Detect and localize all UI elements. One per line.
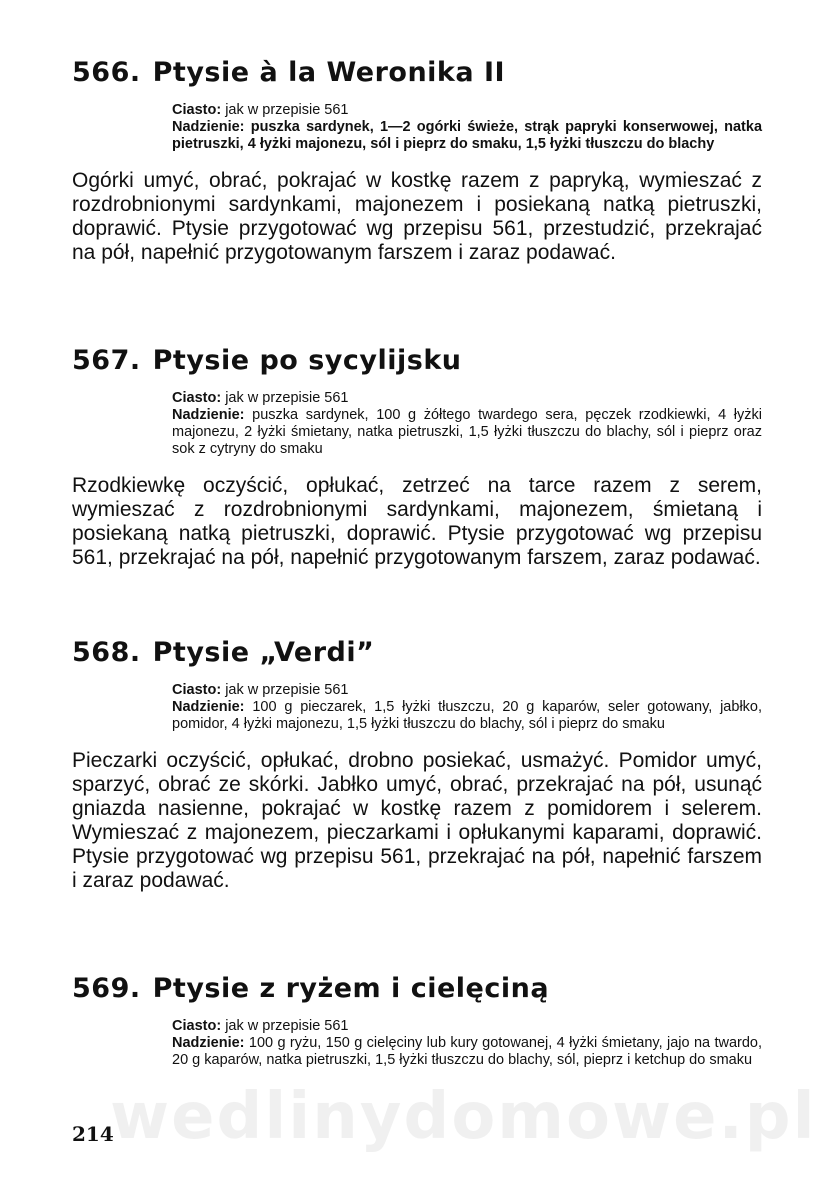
ciasto-label: Ciasto: — [172, 390, 222, 406]
recipe-number: 566. — [72, 57, 141, 88]
ciasto-line — [172, 102, 762, 119]
nadzienie-text: 100 g pieczarek, 1,5 łyżki tłuszczu, 20 g kaparów, seler gotowany, jabłko, pomidor, 4 łyżki majonezu, 1,5 łyżki tłuszczu do blachy, sól i pieprz do smaku — [172, 699, 763, 732]
recipe-568 — [72, 636, 762, 893]
recipe-ingredients — [72, 102, 762, 153]
ciasto-text: jak w przepisie 561 — [225, 682, 349, 698]
recipe-instructions: Ogórki umyć, obrać, pokrajać w kostkę razem z papryką, wymieszać z rozdrobnionymi sardynkami, majonezem i posiekaną natką pietruszki, doprawić. Ptysie przygotować wg przepisu 561, przestudzić, przekrajać na pół, napełnić przygotowanym farszem i zaraz podawać. — [72, 169, 762, 264]
nadzienie-label: Nadzienie: — [172, 699, 245, 715]
nadzienie-label: Nadzienie: — [172, 119, 245, 135]
watermark-text: wedlinydomowe.pl — [110, 1080, 817, 1154]
ciasto-text: jak w przepisie 561 — [225, 102, 349, 118]
nadzienie-text: 100 g ryżu, 150 g cielęciny lub kury gotowanej, 4 łyżki śmietany, jajo na twardo, 20 g kaparów, natka pietruszki, 1,5 łyżki tłuszczu do blachy, sól, pieprz i ketchup do smaku — [172, 1035, 762, 1068]
recipe-title — [72, 56, 762, 90]
ciasto-label: Ciasto: — [172, 102, 222, 118]
recipe-number: 568. — [72, 637, 141, 668]
nadzienie-text: puszka sardynek, 100 g żółtego twardego sera, pęczek rzodkiewki, 4 łyżki majonezu, 2 łyżki śmietany, natka pietruszki, 1,5 łyżki tłuszczu do blachy, sól i pieprz oraz sok z cytryny do smaku — [172, 407, 762, 457]
recipe-instructions: Pieczarki oczyścić, opłukać, drobno posiekać, usmażyć. Pomidor umyć, sparzyć, obrać ze skórki. Jabłko umyć, obrać, przekrajać na pół, usunąć gniazda nasienne, pokrajać w kostkę razem z pomidorem i selerem. Wymieszać z majonezem, pieczarkami i opłukanymi kaparami, doprawić. Ptysie przygotować wg przepisu 561, przekrajać na pół, napełnić farszem i zaraz podawać. — [72, 749, 762, 892]
recipe-name: Ptysie z ryżem i cielęciną — [152, 973, 550, 1004]
recipe-ingredients — [72, 682, 762, 733]
nadzienie-label: Nadzienie: — [172, 1035, 245, 1051]
page-number: 214 — [72, 1122, 114, 1146]
recipe-567 — [72, 344, 762, 570]
nadzienie-label: Nadzienie: — [172, 407, 245, 423]
nadzienie-line — [172, 119, 762, 153]
nadzienie-line — [172, 407, 762, 458]
recipe-number: 567. — [72, 345, 141, 376]
nadzienie-line — [172, 1035, 762, 1069]
recipe-ingredients — [72, 390, 762, 458]
recipe-title — [72, 636, 762, 670]
recipe-instructions: Rzodkiewkę oczyścić, opłukać, zetrzeć na tarce razem z serem, wymieszać z rozdrobnionymi sardynkami, majonezem, śmietaną i posiekaną natką pietruszki, doprawić. Ptysie przygotować wg przepisu 561, przekrajać na pół, napełnić przygotowanym farszem, zaraz podawać. — [72, 474, 762, 569]
ciasto-text: jak w przepisie 561 — [225, 390, 349, 406]
ciasto-line — [172, 390, 762, 407]
ciasto-line — [172, 1018, 762, 1035]
recipe-name: Ptysie po sycylijsku — [152, 345, 462, 376]
recipe-title — [72, 344, 762, 378]
recipe-name: Ptysie à la Weronika II — [152, 57, 506, 88]
recipe-566 — [72, 56, 762, 265]
recipe-name: Ptysie „Verdi” — [152, 637, 375, 668]
ciasto-label: Ciasto: — [172, 682, 222, 698]
recipe-569 — [72, 972, 762, 1069]
recipe-number: 569. — [72, 973, 141, 1004]
recipe-title — [72, 972, 762, 1006]
nadzienie-line — [172, 699, 762, 733]
ciasto-text: jak w przepisie 561 — [225, 1018, 349, 1034]
nadzienie-text: puszka sardynek, 1—2 ogórki świeże, strąk papryki konserwowej, natka pietruszki, 4 łyżki majonezu, sól i pieprz do smaku, 1,5 łyżki tłuszczu do blachy — [172, 119, 763, 152]
recipe-ingredients — [72, 1018, 762, 1069]
ciasto-label: Ciasto: — [172, 1018, 222, 1034]
ciasto-line — [172, 682, 762, 699]
